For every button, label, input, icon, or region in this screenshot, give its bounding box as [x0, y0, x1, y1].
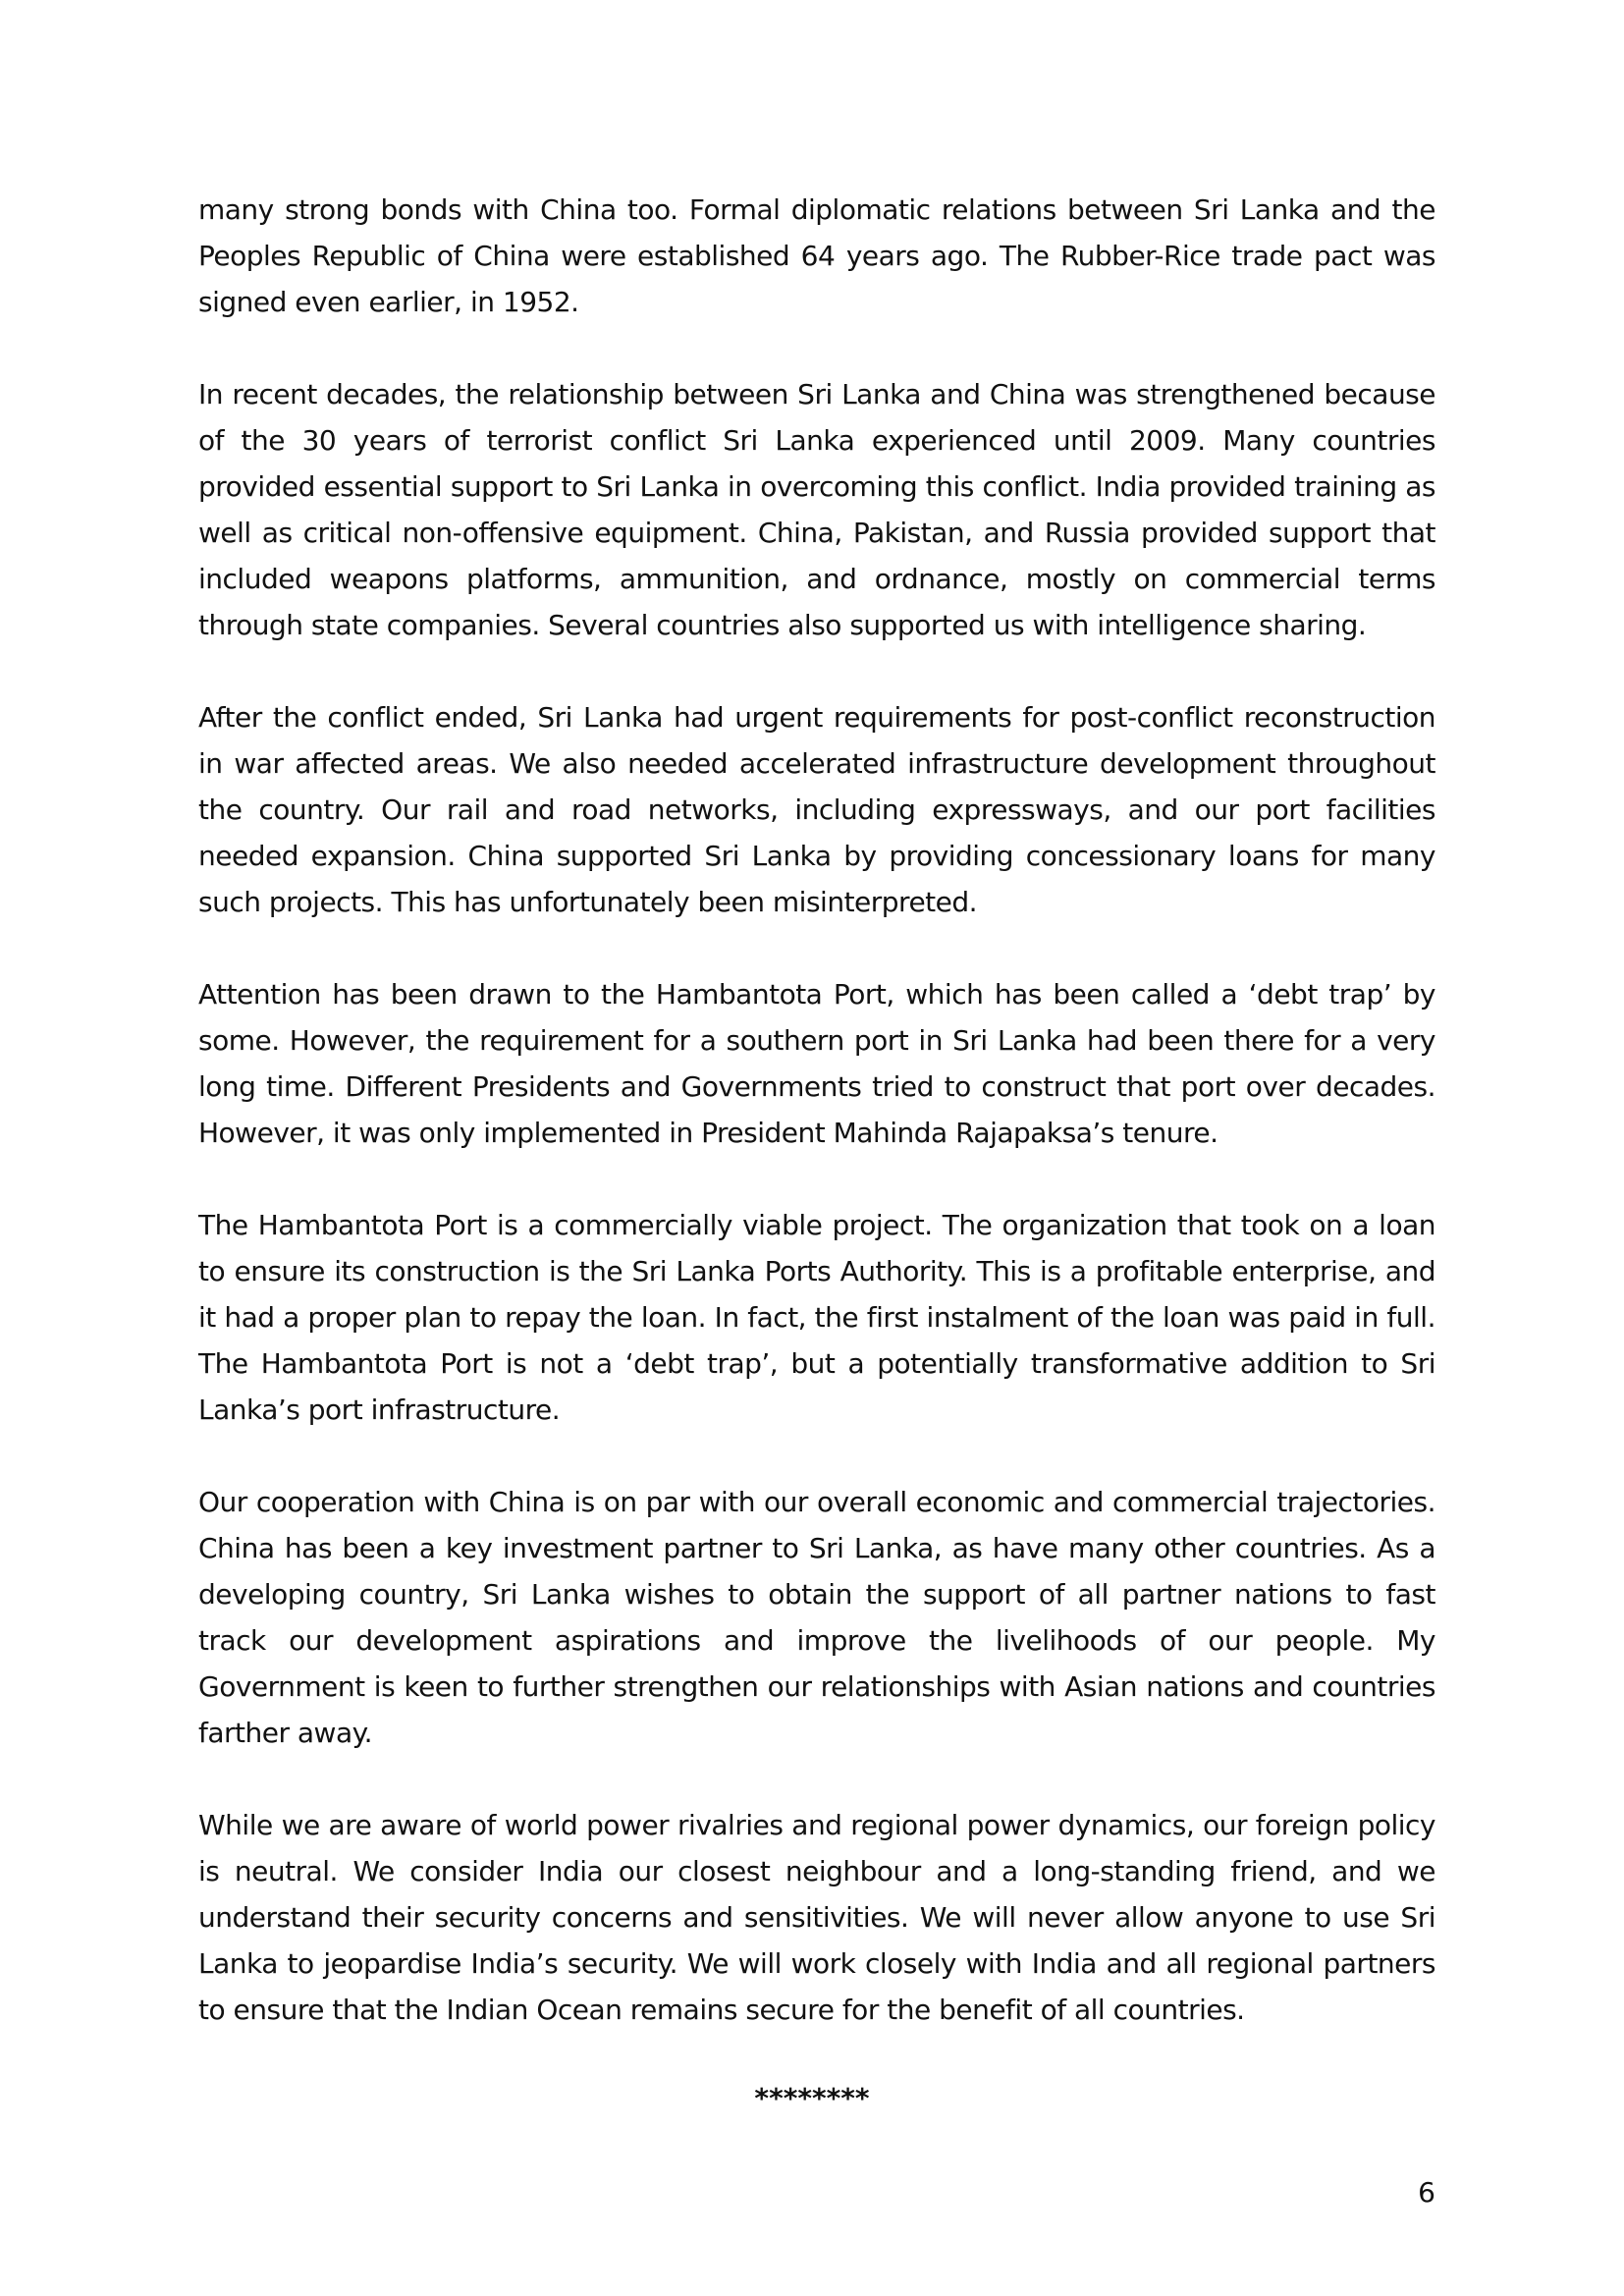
paragraph: While we are aware of world power rivalries and regional power dynamics, our foreign policy is neutral. We consider India our closest neighbour and a long-standing friend, and we understand their security concerns and sensitivities. We will never allow anyone to use Sri Lanka to jeopardise India’s security. We will work closely with India and all regional partners to ensure that the Indian Ocean remains secure for the benefit of all countries. — [198, 1809, 1435, 2026]
paragraph: many strong bonds with China too. Formal diplomatic relations between Sri Lanka and the Peoples Republic of China were established 64 years ago. The Rubber-Rice trade pact was signed even earlier, in 1952. — [198, 193, 1435, 318]
paragraph: In recent decades, the relationship between Sri Lanka and China was strengthened because of the 30 years of terrorist conflict Sri Lanka experienced until 2009. Many countries provided essential support to Sri Lanka in overcoming this conflict. India provided training as well as critical non-offensive equipment. China, Pakistan, and Russia provided support that included weapons platforms, ammunition, and ordnance, mostly on commercial terms through state companies. Several countries also supported us with intelligence sharing. — [198, 378, 1435, 641]
body-text — [198, 187, 1435, 2079]
page-number: 6 — [1418, 2176, 1435, 2209]
paragraph: After the conflict ended, Sri Lanka had urgent requirements for post-conflict reconstruction in war affected areas. We also needed accelerated infrastructure development throughout the country. Our rail and road networks, including expressways, and our port facilities needed expansion. China supported Sri Lanka by providing concessionary loans for many such projects. This has unfortunately been misinterpreted. — [198, 701, 1435, 918]
paragraph: Our cooperation with China is on par with our overall economic and commercial trajectories. China has been a key investment partner to Sri Lanka, as have many other countries. As a developing country, Sri Lanka wishes to obtain the support of all partner nations to fast track our development aspirations and improve the livelihoods of our people. My Government is keen to further strengthen our relationships with Asian nations and countries farther away. — [198, 1486, 1435, 1749]
paragraph: Attention has been drawn to the Hambantota Port, which has been called a ‘debt trap’ by some. However, the requirement for a southern port in Sri Lanka had been there for a very long time. Different Presidents and Governments tried to construct that port over decades. However, it was only implemented in President Mahinda Rajapaksa’s tenure. — [198, 978, 1435, 1149]
end-separator: ******** — [754, 2082, 870, 2114]
paragraph: The Hambantota Port is a commercially viable project. The organization that took on a loan to ensure its construction is the Sri Lanka Ports Authority. This is a profitable enterprise, and it had a proper plan to repay the loan. In fact, the first instalment of the loan was paid in full. The Hambantota Port is not a ‘debt trap’, but a potentially transformative addition to Sri Lanka’s port infrastructure. — [198, 1209, 1435, 1426]
